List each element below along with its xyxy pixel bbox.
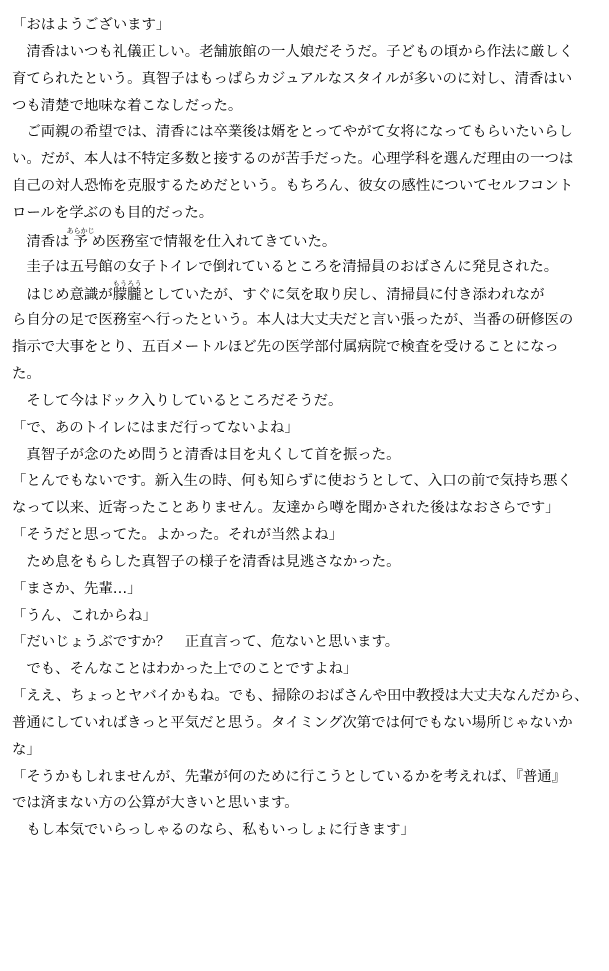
text-line: では済まない方の公算が大きいと思います。: [12, 795, 299, 812]
ruby-base-text: 朦朧: [112, 287, 142, 304]
text-line: 普通にしていればきっと平気だと思う。タイミング次第では何でもない場所じゃないか: [12, 714, 573, 731]
text-line: 「まさか、先輩…」: [12, 580, 142, 597]
text-line: [12, 280, 599, 307]
ruby-reading: あらかじ: [66, 226, 95, 235]
ruby-annotation: [112, 280, 142, 304]
text-line: ご両親の希望では、清香には卒業後は婿をとってやがて女将になってもらいたいらし: [12, 124, 573, 141]
text-line: 「うん、これからね」: [12, 607, 157, 624]
text-line: 「で、あのトイレにはまだ行ってないよね」: [12, 419, 299, 436]
text-line: た。: [12, 365, 41, 382]
ruby-base-text: 予: [66, 233, 95, 250]
text-line: もし本気でいらっしゃるのなら、私もいっしょに行きます」: [12, 822, 415, 839]
text-line: 「だいじょうぶですか？ 正直言って、危ないと思います。: [12, 634, 400, 651]
ruby-reading: もうろう: [112, 280, 142, 289]
text-line: 清香はいつも礼儀正しい。老舗旅館の一人娘だそうだ。子どもの頃から作法に厳しく: [12, 43, 574, 60]
text-line: つも清楚で地味な着こなしだった。: [12, 97, 243, 114]
text-line: 圭子は五号館の女子トイレで倒れているところを清掃員のおばさんに発見された。: [12, 258, 559, 275]
text-line: 「そうだと思ってた。よかった。それが当然よね」: [12, 527, 343, 544]
line-text-segment: としていたが、すぐに気を取り戻し、清掃員に付き添われなが: [141, 287, 545, 304]
ruby-annotation: [66, 226, 95, 250]
line-text-segment: め医務室で情報を仕入れてきていた。: [91, 233, 337, 250]
text-line: い。だが、本人は不特定多数と接するのが苦手だった。心理学科を選んだ理由の一つは: [12, 151, 574, 168]
text-line: 「おはようございます」: [12, 17, 171, 33]
text-line: 育てられたという。真智子はもっぱらカジュアルなスタイルが多いのに対し、清香はい: [12, 70, 573, 87]
text-line: なって以来、近寄ったことありません。友達から噂を聞かされた後はなおさらです」: [12, 500, 560, 517]
text-line: そして今はドック入りしているところだそうだ。: [12, 392, 343, 409]
text-line: 指示で大事をとり、五百メートルほど先の医学部付属病院で検査を受けることになっ: [12, 339, 559, 356]
text-line: ため息をもらした真智子の様子を清香は見逃さなかった。: [12, 553, 401, 570]
text-line: な」: [12, 741, 41, 758]
text-line: ロールを学ぶのも目的だった。: [12, 204, 214, 221]
line-text-segment: 清香は: [12, 233, 70, 250]
text-line: 自己の対人恐怖を克服するためだという。もちろん、彼女の感性についてセルフコント: [12, 178, 574, 195]
text-line: 「とんでもないです。新入生の時、何も知らずに使おうとして、入口の前で気持ち悪く: [12, 473, 572, 490]
text-line: 真智子が念のため問うと清香は目を丸くして首を振った。: [12, 446, 401, 463]
text-line: 「そうかもしれませんが、先輩が何のために行こうとしているかを考えれば、『普通』: [12, 768, 567, 785]
line-text-segment: はじめ意識が: [12, 287, 113, 304]
text-line: ら自分の足で医務室へ行ったという。本人は大丈夫だと言い張ったが、当番の研修医の: [12, 312, 574, 329]
text-line: [12, 227, 599, 254]
text-line: でも、そんなことはわかった上でのことですよね」: [12, 661, 358, 678]
text-line: 「ええ、ちょっとヤバイかもね。でも、掃除のおばさんや田中教授は大丈夫なんだから、: [12, 688, 589, 705]
